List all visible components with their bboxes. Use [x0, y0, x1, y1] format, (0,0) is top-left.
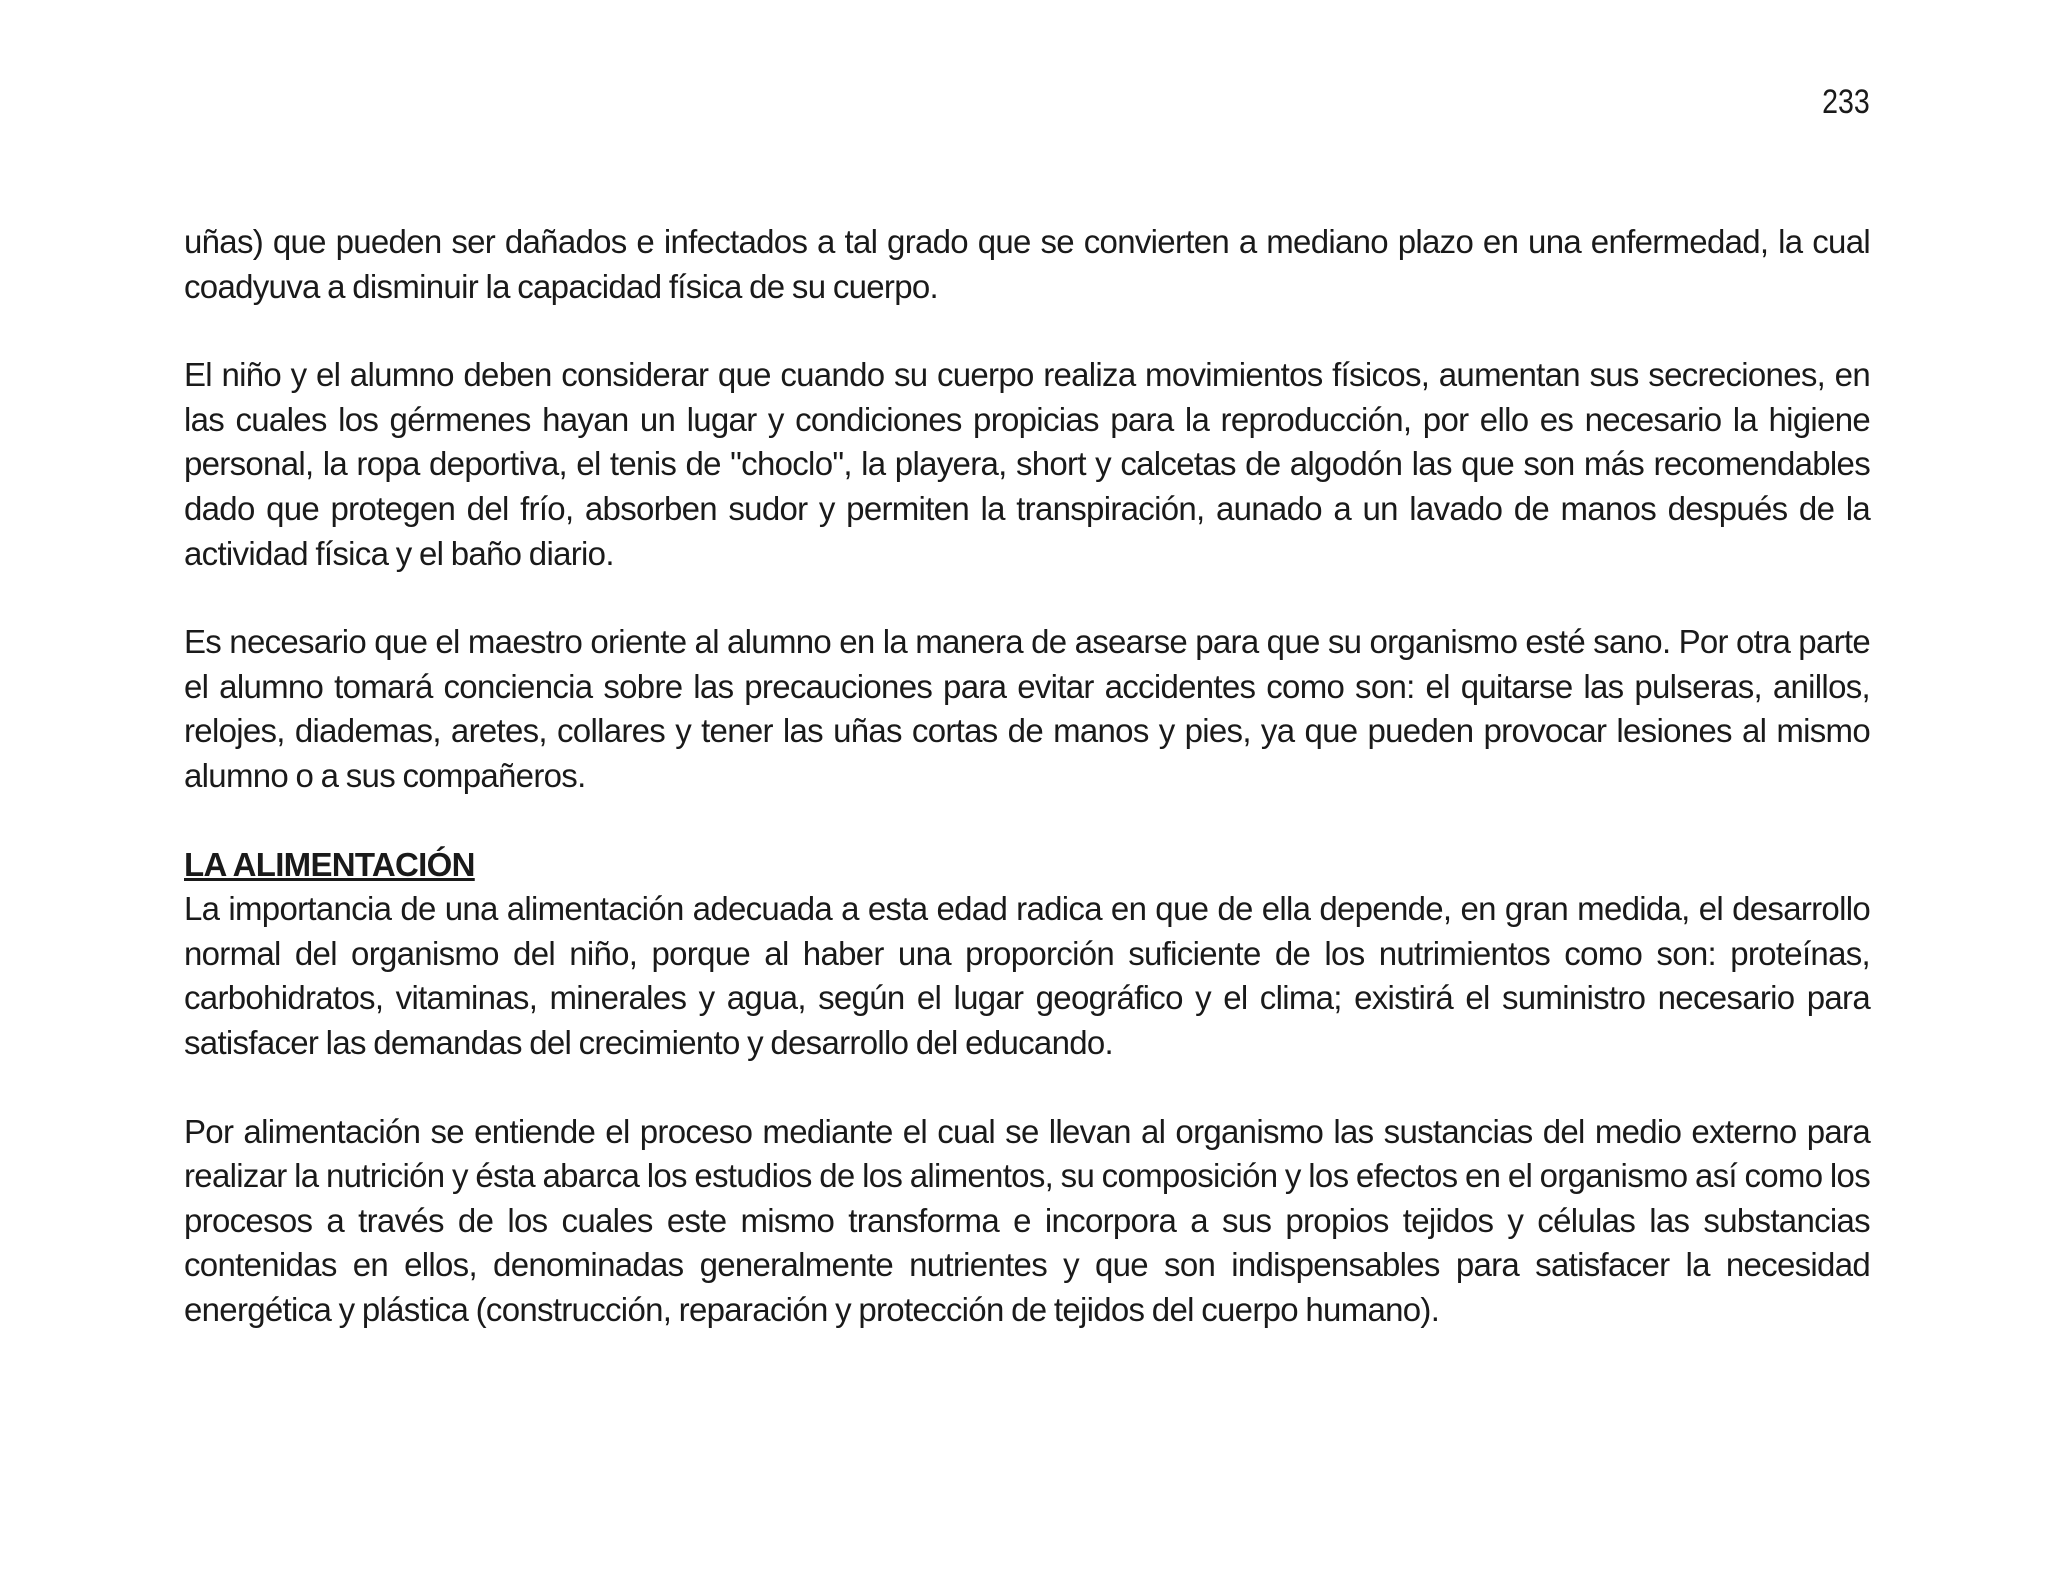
paragraph-hygiene-clothing: El niño y el alumno deben considerar que cuando su cuerpo realiza movimientos físicos, aumentan sus secreciones, en las cuales los gérmenes hayan un lugar y condiciones propicias para la reproducción, por ello es necesario la higiene personal, la ropa deportiva, el tenis de "choclo", la playera, short y calcetas de algodón las que son más recomendables dado que protegen del frío, absorben sudor y permiten la transpiración, aunado a un lavado de manos después de la actividad física y el baño diario.	[184, 356, 1870, 572]
paragraph-hygiene-intro: uñas) que pueden ser dañados e infectados a tal grado que se convierten a mediano plazo en una enfermedad, la cual coadyuva a disminuir la capacidad física de su cuerpo.	[184, 223, 1870, 305]
page-number: 233	[1822, 83, 1870, 121]
section-alimentacion	[184, 843, 1870, 1333]
section-heading: LA ALIMENTACIÓN	[184, 845, 475, 883]
paragraph-hygiene-precautions: Es necesario que el maestro oriente al alumno en la manera de asearse para que su organismo esté sano. Por otra parte el alumno tomará conciencia sobre las precauciones para evitar accidentes como son: el quitarse las pulseras, anillos, relojes, diademas, aretes, collares y tener las uñas cortas de manos y pies, ya que pueden provocar lesiones al mismo alumno o a sus compañeros.	[184, 623, 1870, 794]
page-body	[184, 220, 1870, 1376]
paragraph-nutrition-importance: La importancia de una alimentación adecuada a esta edad radica en que de ella depende, en gran medida, el desarrollo normal del organismo del niño, porque al haber una proporción suficiente de los nutrimientos como son: proteínas, carbohidratos, vitaminas, minerales y agua, según el lugar geográfico y el clima; existirá el suministro necesario para satisfacer las demandas del crecimiento y desarrollo del educando.	[184, 890, 1870, 1061]
paragraph-nutrition-definition: Por alimentación se entiende el proceso mediante el cual se llevan al organismo las sustancias del medio externo para realizar la nutrición y ésta abarca los estudios de los alimentos, su composición y los efectos en el organismo así como los procesos a través de los cuales este mismo transforma e incorpora a sus propios tejidos y células las substancias contenidas en ellos, denominadas generalmente nutrientes y que son indispensables para satisfacer la necesidad energética y plástica (construcción, reparación y protección de tejidos del cuerpo humano).	[184, 1112, 1870, 1328]
